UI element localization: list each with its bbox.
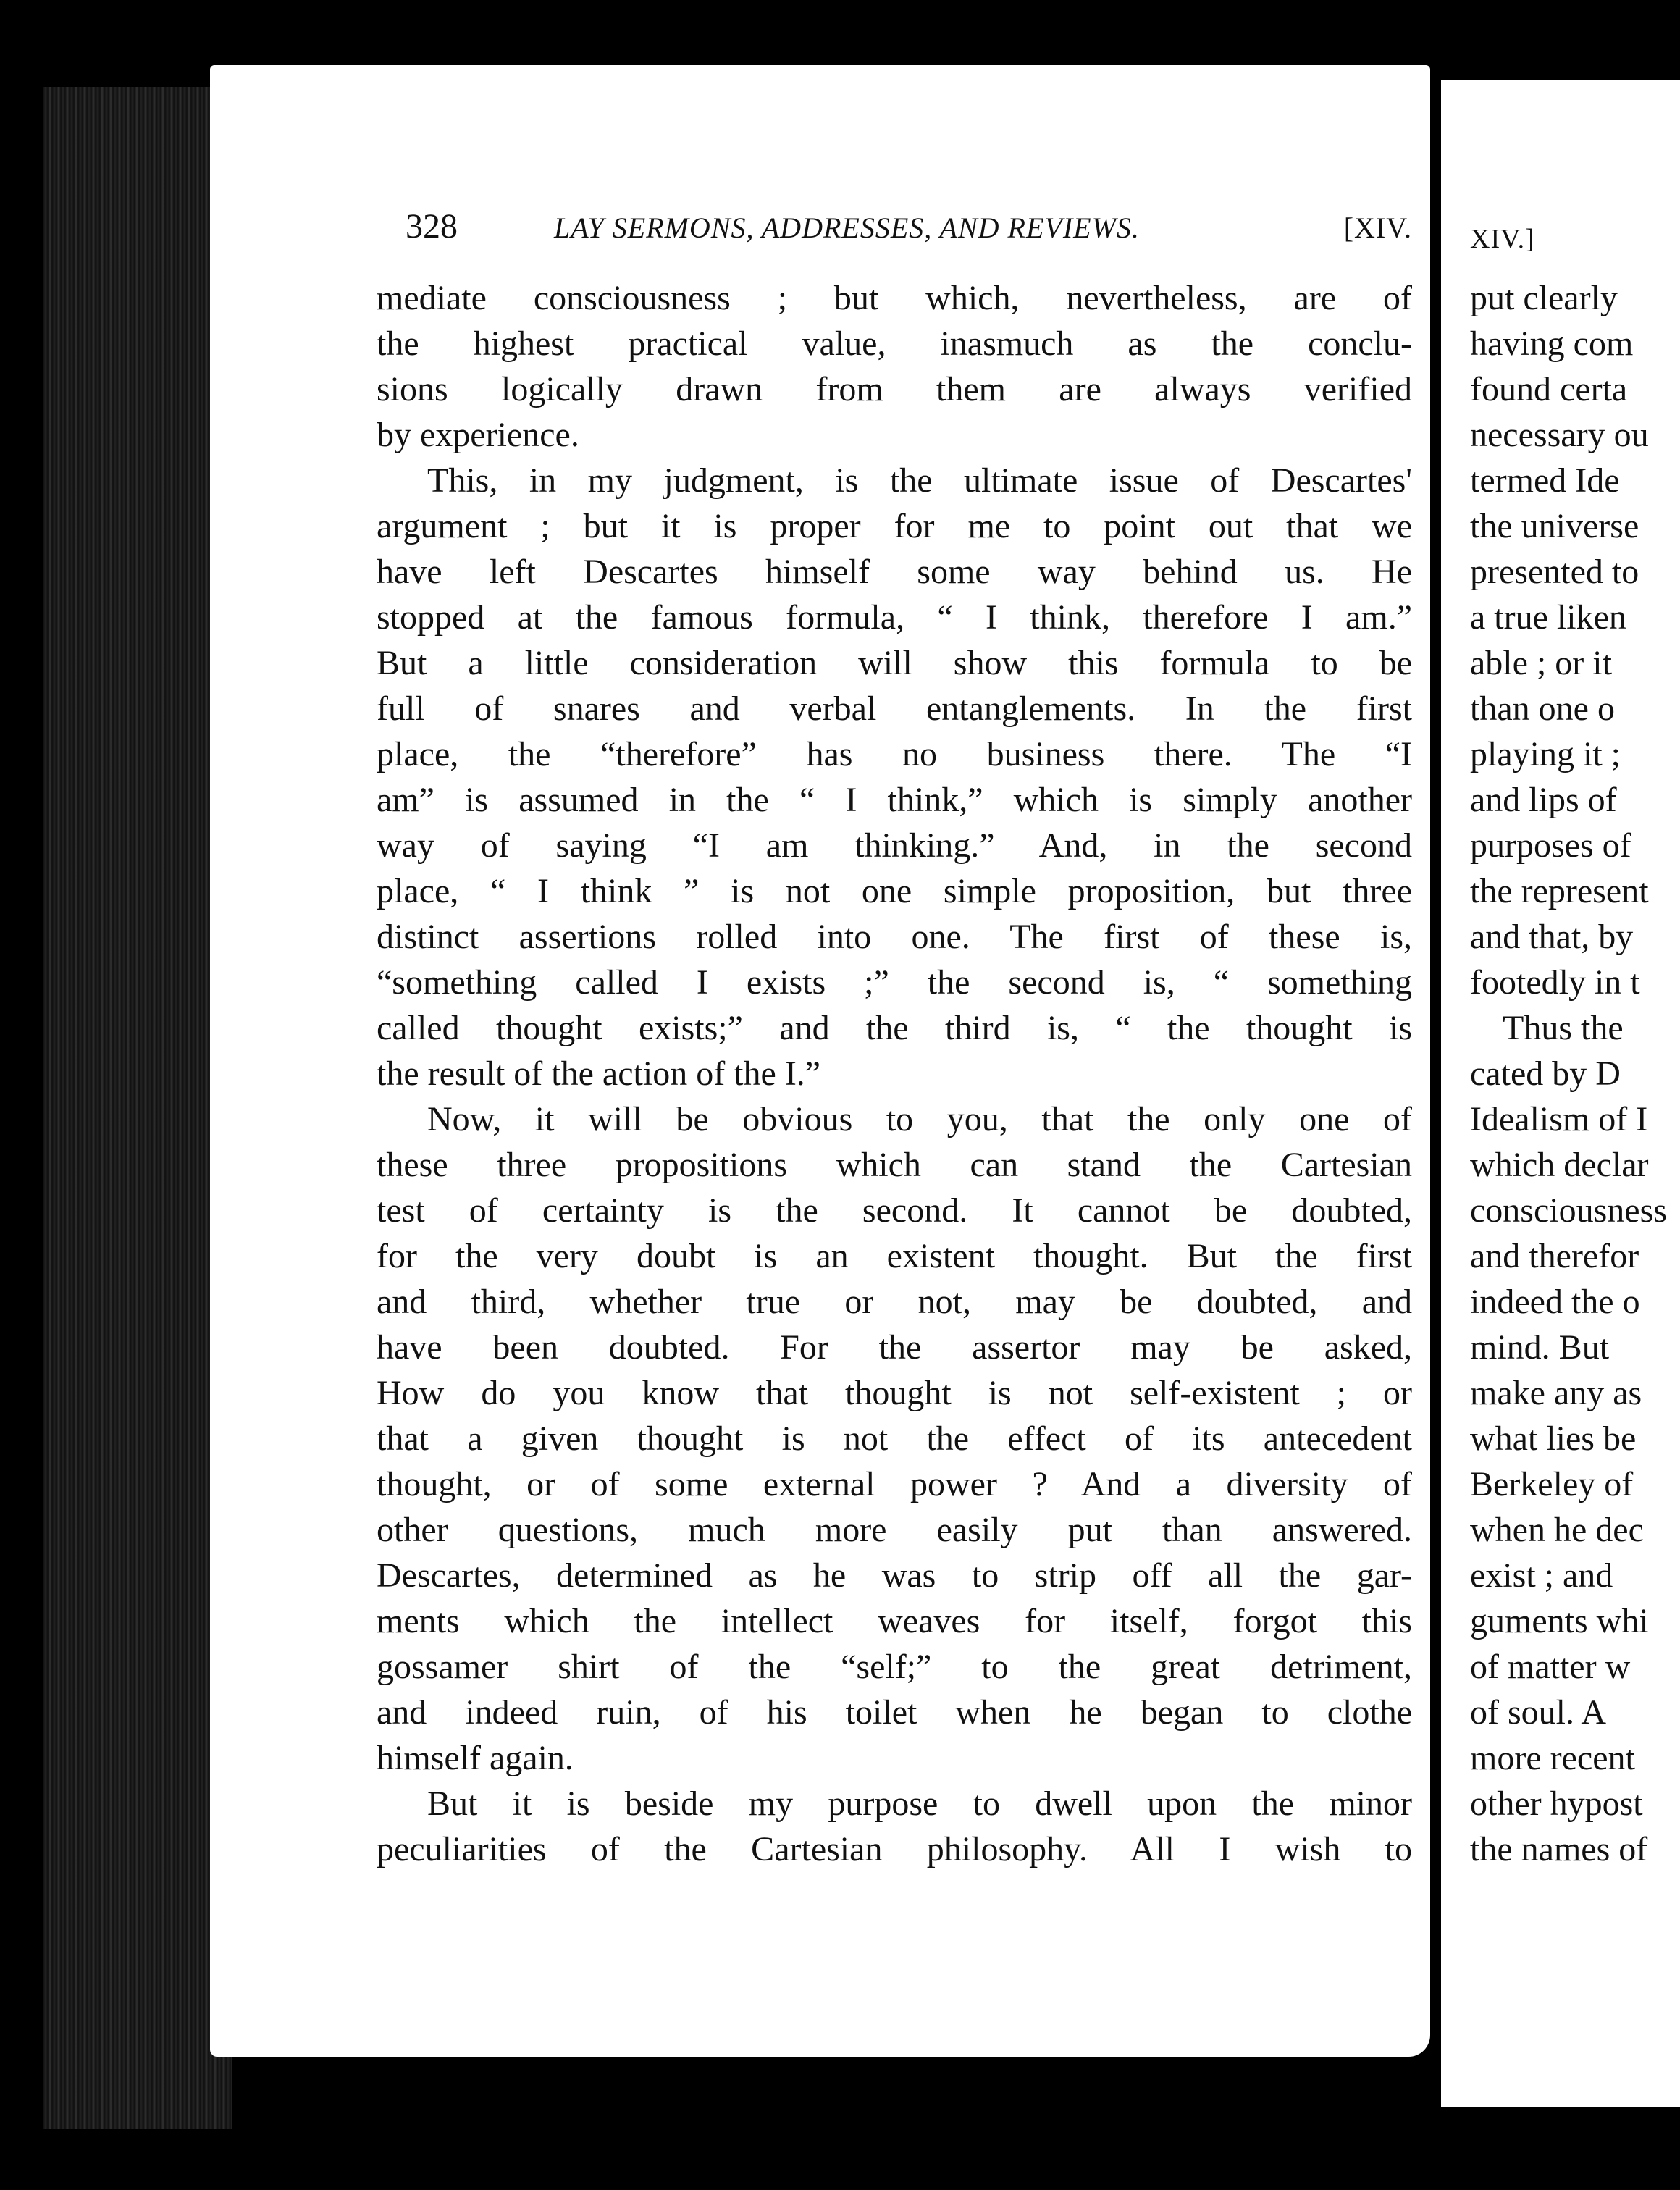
text-line: found certa [1470,370,1628,408]
text-line: more recent [1470,1739,1635,1777]
text-line: test of certainty is the second. It cannot be doubted, [377,1191,1412,1230]
text-line: and therefor [1470,1237,1639,1275]
text-line: place, “ I think ” is not one simple proposition, but three [377,872,1412,910]
text-line: the highest practical value, inasmuch as the conclu- [377,324,1412,363]
text-line: full of snares and verbal entanglements. In the first [377,689,1412,728]
text-line: called thought exists;” and the third is, “ the thought is [377,1009,1412,1047]
text-line: and that, by [1470,918,1634,956]
text-line: the universe [1470,507,1639,545]
text-line: able ; or it [1470,644,1612,682]
text-line: and indeed ruin, of his toilet when he began to clothe [377,1693,1412,1732]
book-edge [43,87,232,2129]
text-line: am” is assumed in the “ I think,” which is simply another [377,781,1412,819]
text-line: indeed the o [1470,1283,1640,1321]
text-line: way of saying “I am thinking.” And, in the second [377,826,1412,865]
text-line: the names of [1470,1830,1648,1868]
text-line: of soul. A [1470,1693,1607,1732]
section-marker-left: [XIV. [1343,211,1412,244]
text-line: a true liken [1470,598,1626,637]
text-line: purposes of [1470,826,1631,865]
text-line: by experience. [377,416,579,454]
text-line: termed Ide [1470,461,1620,500]
text-line: for the very doubt is an existent thought. But the first [377,1237,1412,1275]
text-line: have left Descartes himself some way behind us. He [377,553,1412,591]
running-head-left [406,206,1412,257]
text-line: that a given thought is not the effect of its antecedent [377,1419,1412,1458]
text-line: other questions, much more easily put than answered. [377,1511,1412,1549]
text-line: How do you know that thought is not self-existent ; or [377,1374,1412,1412]
running-title: LAY SERMONS, ADDRESSES, AND REVIEWS. [554,211,1140,244]
section-marker-right: XIV.] [1470,224,1535,254]
text-line: himself again. [377,1739,574,1777]
left-page-text [377,275,1412,1868]
text-line: the represent [1470,872,1649,910]
text-line: the result of the action of the I.” [377,1054,821,1093]
text-line: mind. But [1470,1328,1610,1367]
text-line: sions logically drawn from them are always verified [377,370,1412,408]
text-line: distinct assertions rolled into one. The first of these is, [377,918,1412,956]
text-line: mediate consciousness ; but which, nevertheless, are of [377,279,1412,317]
text-line: This, in my judgment, is the ultimate issue of Descartes' [427,461,1412,500]
text-line: cated by D [1470,1054,1621,1093]
text-line: But it is beside my purpose to dwell upon the minor [427,1784,1412,1823]
text-line: what lies be [1470,1419,1637,1458]
text-line: than one o [1470,689,1615,728]
text-line: make any as [1470,1374,1642,1412]
text-line: “something called I exists ;” the second is, “ something [377,963,1412,1002]
text-line: place, the “therefore” has no business there. The “I [377,735,1412,773]
text-line: put clearly [1470,279,1618,317]
text-line: But a little consideration will show this formula to be [377,644,1412,682]
text-line: argument ; but it is proper for me to point out that we [377,507,1412,545]
text-line: Berkeley of [1470,1465,1634,1503]
page-number: 328 [406,207,458,246]
text-line: gossamer shirt of the “self;” to the great detriment, [377,1648,1412,1686]
text-line: thought, or of some external power ? And a diversity of [377,1465,1412,1503]
text-line: presented to [1470,553,1639,591]
text-line: playing it ; [1470,735,1621,773]
text-line: when he dec [1470,1511,1644,1549]
page-gutter [1430,72,1441,2122]
text-line: peculiarities of the Cartesian philosophy. All I wish to [377,1830,1412,1868]
text-line: Thus the [1503,1009,1624,1047]
text-line: Descartes, determined as he was to strip off all the gar- [377,1556,1412,1595]
text-line: guments whi [1470,1602,1649,1640]
text-line: stopped at the famous formula, “ I think, therefore I am.” [377,598,1412,637]
text-line: and third, whether true or not, may be doubted, and [377,1283,1412,1321]
text-line: which declar [1470,1146,1649,1184]
text-line: these three propositions which can stand the Cartesian [377,1146,1412,1184]
text-line: necessary ou [1470,416,1649,454]
text-line: exist ; and [1470,1556,1613,1595]
right-page-text [1470,217,1680,1883]
text-line: having com [1470,324,1634,363]
text-line: and lips of [1470,781,1617,819]
text-line: consciousness [1470,1191,1667,1230]
text-line: have been doubted. For the assertor may be asked, [377,1328,1412,1367]
text-line: Idealism of I [1470,1100,1648,1138]
text-line: footedly in t [1470,963,1640,1002]
text-line: of matter w [1470,1648,1631,1686]
text-line: other hypost [1470,1784,1643,1823]
text-line: ments which the intellect weaves for itself, forgot this [377,1602,1412,1640]
text-line: Now, it will be obvious to you, that the only one of [427,1100,1412,1138]
